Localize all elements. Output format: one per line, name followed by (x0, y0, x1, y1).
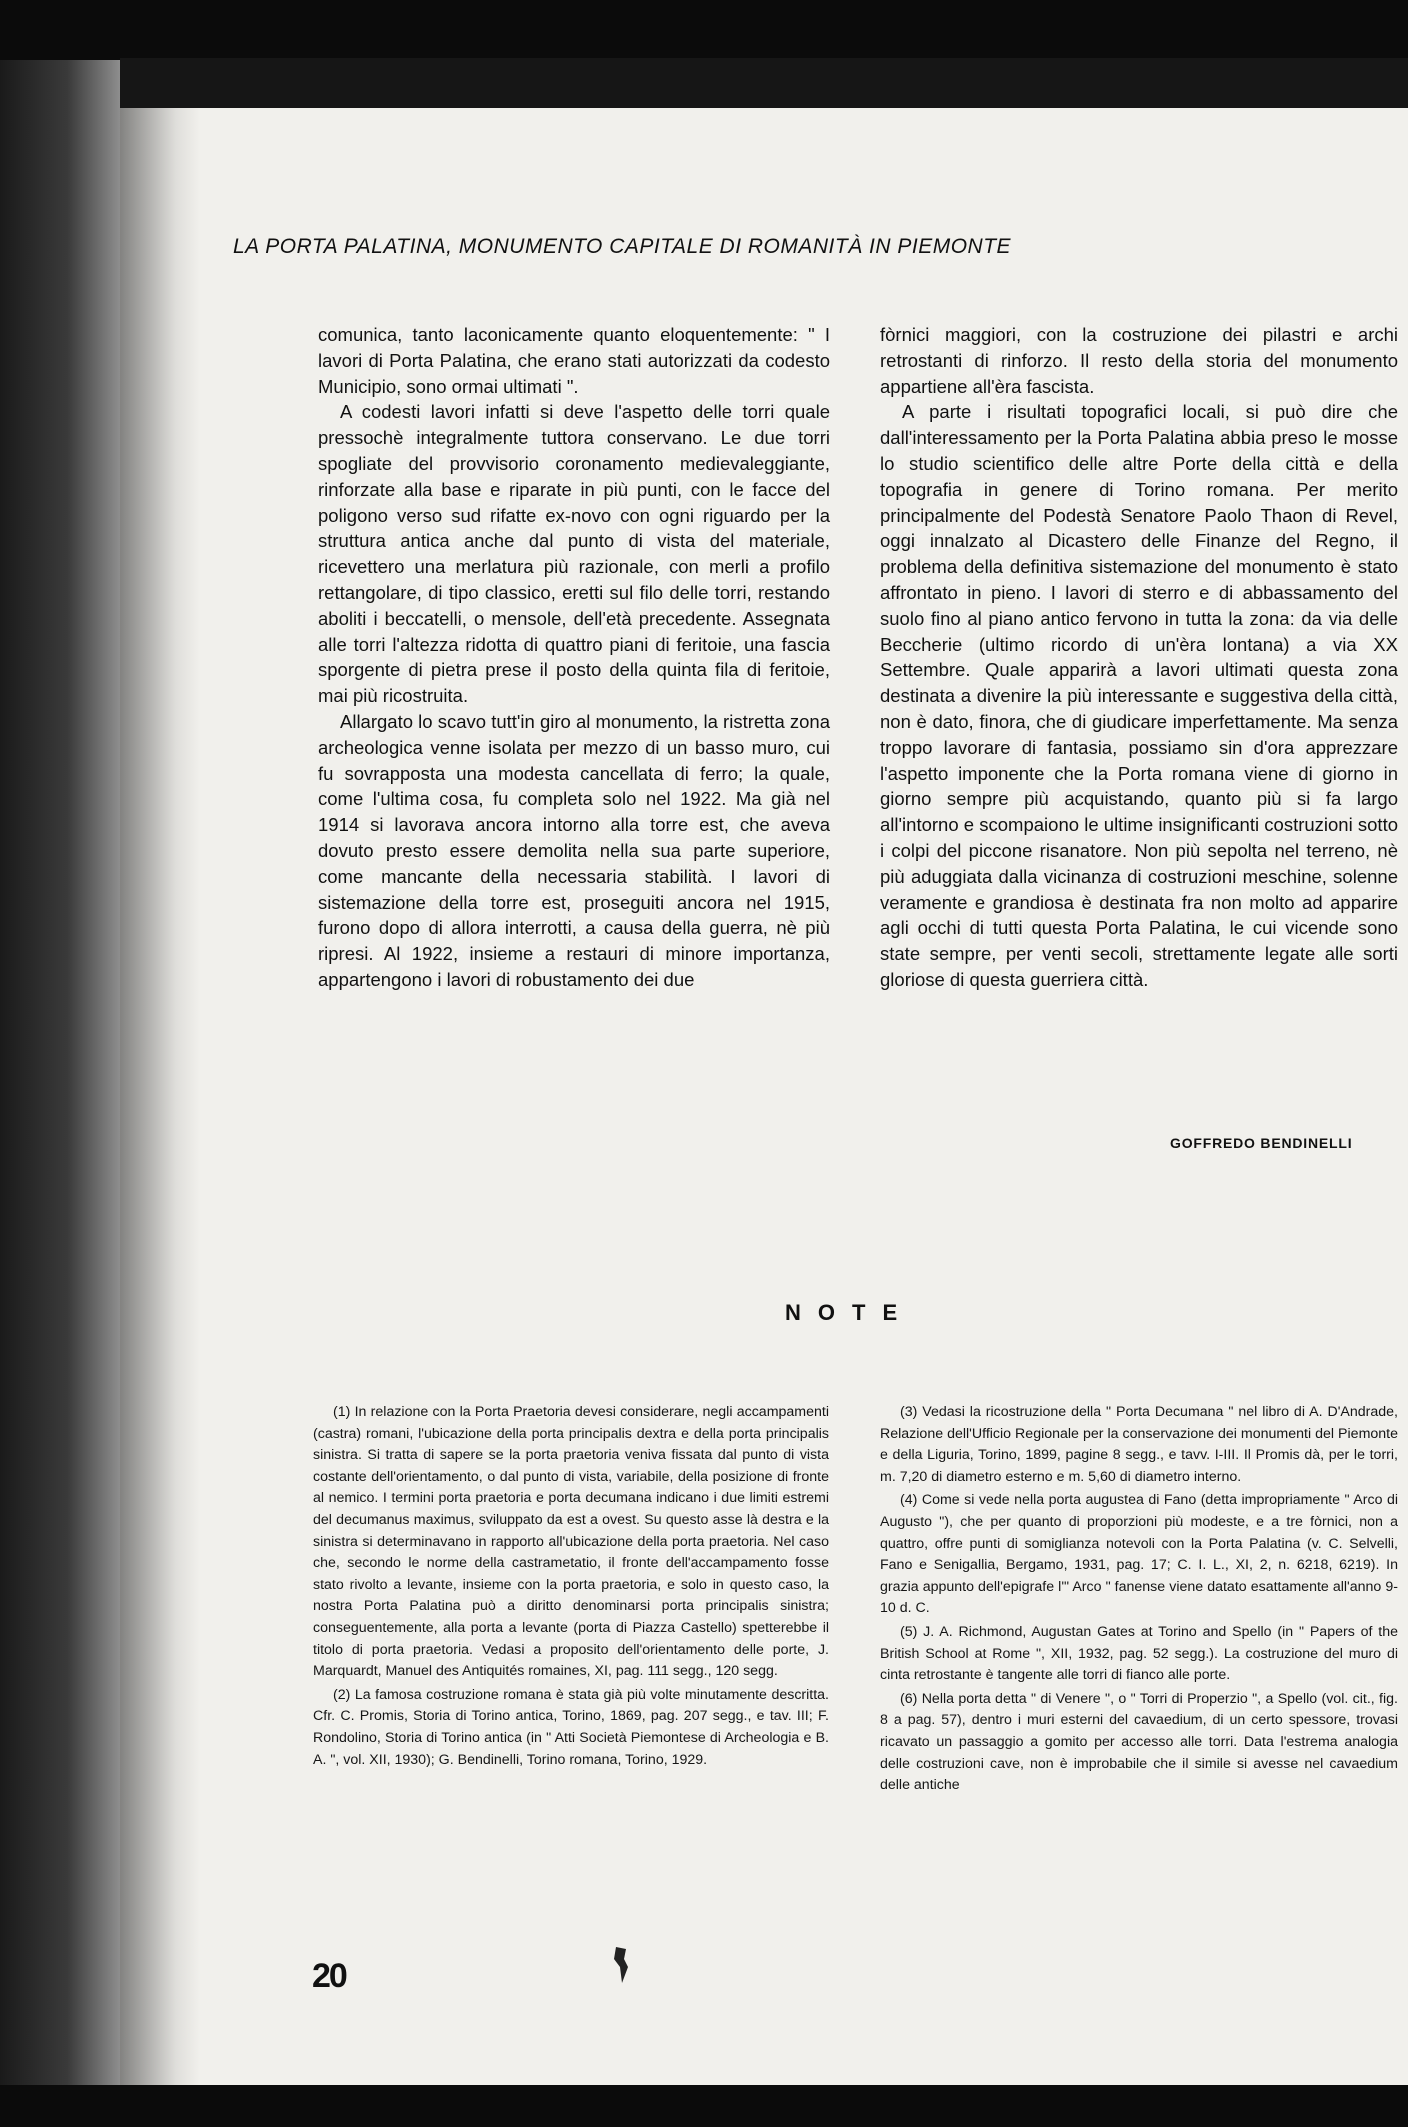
scan-bottom-border (0, 2085, 1408, 2127)
paragraph: comunica, tanto laconicamente quanto eloquentemente: " I lavori di Porta Palatina, che erano stati autorizzati da codesto Municipio, sono ormai ultimati ". (318, 324, 830, 397)
footnote: (6) Nella porta detta " di Venere ", o " Torri di Properzio ", a Spello (vol. cit., fig. 8 a pag. 57), dentro i muri esterni del cavaedium, di un certo spessore, trovasi ricavato un passaggio a gomito per accesso alle torri. Data l'estrema analogia delle costruzioni cave, non è improbabile che il simile si avesse nel cavaedium delle antiche (880, 1690, 1398, 1794)
notes-heading: NOTE (785, 1300, 915, 1325)
running-title: LA PORTA PALATINA, MONUMENTO CAPITALE DI ROMANITÀ IN PIEMONTE (233, 235, 1012, 258)
notes-column-right (880, 1402, 1398, 1799)
footnote: (5) J. A. Richmond, Augustan Gates at Torino and Spello (in " Papers of the British School at Rome ", XII, 1932, pag. 52 segg.). La costruzione del muro di cinta retrostante è tangente alle torri di fianco alle porte. (880, 1623, 1398, 1684)
footnote: (4) Come si vede nella porta augustea di Fano (detta impropriamente " Arco di Augusto "), che per quanto di proporzioni più modeste, e a tre fòrnici, non a quattro, offre punti di somiglianza notevoli con la Porta Palatina (v. C. Selvelli, Fano e Senigallia, Bergamo, 1931, pag. 17; C. I. L., XI, 2, n. 6218, 6219). In grazia appunto dell'epigrafe l'" Arco " fanense viene datato esattamente all'anno 9-10 d. C. (880, 1492, 1398, 1617)
paragraph: Allargato lo scavo tutt'in giro al monumento, la ristretta zona archeologica venne isolata per mezzo di un basso muro, cui fu sovrapposta una modesta cancellata di ferro; la quale, come l'ultima cosa, fu completa solo nel 1922. Ma già nel 1914 si lavorava ancora intorno alla torre est, che aveva dovuto presto essere demolita nella sua parte superiore, come mancante della necessaria stabilità. I lavori di sistemazione della torre est, proseguiti ancora nel 1915, furono dopo di allora interrotti, a causa della guerra, nè più ripresi. Al 1922, insieme a restauri di minore importanza, appartengono i lavori di robustamento dei due (318, 710, 830, 990)
author-signature: GOFFREDO BENDINELLI (1170, 1135, 1353, 1151)
paragraph: A parte i risultati topografici locali, si può dire che dall'interessamento per la Porta Palatina abbia preso le mosse lo studio scientifico delle altre Porte della città e della topografia in genere di Torino romana. Per merito principalmente del Podestà Senatore Paolo Thaon di Revel, oggi innalzato al Dicastero delle Finanze del Regno, il problema della definitiva sistemazione del monumento è stato affrontato in pieno. I lavori di sterro e di abbassamento del suolo fino al piano antico fervono in tutta la zona: da via delle Beccherie (ultimo ricordo di un'èra lontana) a via XX Settembre. Quale apparirà a lavori ultimati questa zona destinata a divenire la più interessante e suggestiva della città, non è dato, finora, che di giudicare imperfettamente. Ma senza troppo lavorare di fantasia, possiamo sin d'ora apprezzare l'aspetto imponente che la Porta romana viene di giorno in giorno sempre più acquistando, quanto più si fa largo all'intorno e scompaiono le ultime insignificanti costruzioni sotto i colpi del piccone risanatore. Non più sepolta nel terreno, nè più aduggiata dalla vicinanza di costruzioni meschine, solenne veramente e grandiosa è destinata fra non molto ad apparire agli occhi di tutti questa Porta Palatina, le cui vicende sono state sempre, per venti secoli, strettamente legate alle sorti gloriose di questa guerriera città. (880, 401, 1398, 990)
page-number: 20 (312, 1957, 346, 1995)
body-column-left (318, 322, 830, 993)
footnote: (1) In relazione con la Porta Praetoria devesi considerare, negli accampamenti (castra) romani, l'ubicazione della porta principalis dextra e della porta principalis sinistra. Si tratta di sapere se la porta praetoria veniva fissata dal punto di vista costante dell'orientamento, o dal punto di vista, variabile, della posizione di fronte al nemico. I termini porta praetoria e porta decumana indicano i due limiti estremi del decumanus maximus, sviluppato da est a ovest. Su questo asse là destra e la sinistra si determinavano in rapporto all'ubicazione della porta praetoria. Nel caso che, secondo le norme della castrametatio, il fronte dell'accampamento fosse stato rivolto a levante, insieme con la porta praetoria, e solo in questo caso, la nostra Porta Palatina può a diritto denominarsi porta principalis sinistra; conseguentemente, alla porta a levante (porta di Piazza Castello) spetterebbe il titolo di porta praetoria. Vedasi a proposito dell'orientamento delle porte, J. Marquardt, Manuel des Antiquités romaines, XI, pag. 111 segg., 120 segg. (313, 1404, 829, 1680)
notes-column-left (313, 1402, 829, 1773)
footnote: (2) La famosa costruzione romana è stata già più volte minutamente descritta. Cfr. C. Promis, Storia di Torino antica, Torino, 1869, pag. 207 segg., e tav. III; F. Rondolino, Storia di Torino antica (in " Atti Società Piemontese di Archeologia e B. A. ", vol. XII, 1930); G. Bendinelli, Torino romana, Torino, 1929. (313, 1686, 829, 1768)
paragraph: A codesti lavori infatti si deve l'aspetto delle torri quale pressochè integralmente tuttora conservano. Le due torri spogliate del provvisorio coronamento medievaleggiante, rinforzate alla base e riparate in più punti, con le facce del poligono verso sud rifatte ex-novo con ogni riguardo per la struttura antica anche dal punto di vista del materiale, ricevettero una merlatura più razionale, con merli a profilo rettangolare, di tipo classico, eretti sul filo delle torri, restando aboliti i beccatelli, o mensole, dell'età precedente. Assegnata alle torri l'altezza ridotta di quattro piani di feritoie, una fascia sporgente di pietra prese il posto della quinta fila di feritoie, mai più ricostruita. (318, 401, 830, 707)
body-column-right (880, 322, 1398, 993)
paragraph: fòrnici maggiori, con la costruzione dei pilastri e archi retrostanti di rinforzo. Il resto della storia del monumento appartiene all'èra fascista. (880, 324, 1398, 397)
footnote: (3) Vedasi la ricostruzione della " Porta Decumana " nel libro di A. D'Andrade, Relazione dell'Ufficio Regionale per la conservazione dei monumenti del Piemonte e della Liguria, Torino, 1899, pagine 8 segg., e tavv. I-III. Il Promis dà, per le torri, m. 7,20 di diametro esterno e m. 5,60 di diametro interno. (880, 1404, 1398, 1485)
ink-blot-mark (612, 1945, 632, 1985)
